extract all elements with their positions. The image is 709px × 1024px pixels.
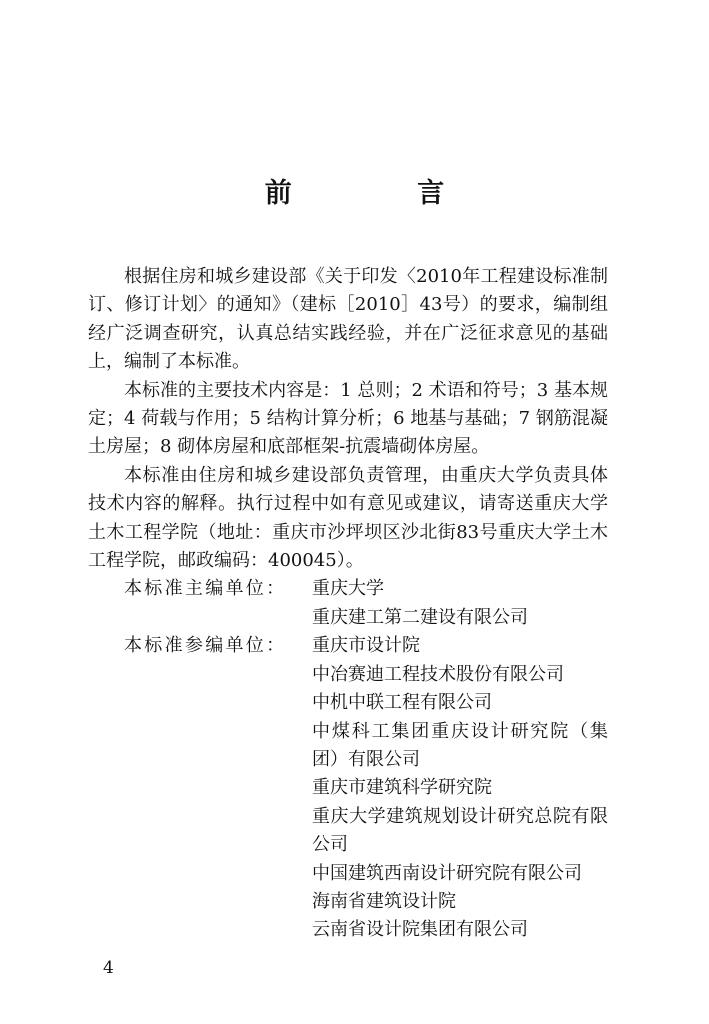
preface-body — [88, 263, 608, 945]
list-item: 中煤科工集团重庆设计研究院（集团）有限公司 — [312, 720, 608, 770]
participating-editor-units — [88, 632, 608, 944]
list-item: 海南省建筑设计院 — [312, 890, 456, 912]
list-item: 重庆建工第二建设有限公司 — [312, 606, 528, 628]
paragraph-main-content: 本标准的主要技术内容是：1 总则；2 术语和符号；3 基本规定；4 荷载与作用；5 结构计算分析；6 地基与基础；7 钢筋混凝土房屋；8 砌体房屋和底部框架-抗震墙砌体房屋。 — [88, 379, 608, 458]
participating-editor-label: 本标准参编单位： — [124, 635, 287, 657]
list-item: 重庆大学建筑规划设计研究总院有限公司 — [312, 805, 608, 856]
list-item: 中机中联工程有限公司 — [312, 692, 492, 714]
paragraph-management: 本标准由住房和城乡建设部负责管理，由重庆大学负责具体技术内容的解释。执行过程中如有意见或建议，请寄送重庆大学土木工程学院（地址：重庆市沙坪坝区沙北街83号重庆大学土木工程学院，邮政编码：400045）。 — [88, 464, 608, 572]
list-item: 中冶赛迪工程技术股份有限公司 — [312, 663, 564, 685]
list-item: 重庆市设计院 — [312, 635, 420, 657]
chief-editor-list — [312, 575, 608, 632]
list-item: 重庆大学 — [312, 578, 384, 600]
page-title: 前 言 — [264, 178, 503, 209]
page-number: 4 — [103, 958, 114, 978]
chief-editor-label: 本标准主编单位： — [124, 578, 287, 600]
chief-editor-units — [88, 575, 608, 632]
participating-editor-list — [312, 632, 608, 944]
list-item: 中国建筑西南设计研究院有限公司 — [312, 862, 582, 884]
list-item: 重庆市建筑科学研究院 — [312, 777, 492, 799]
paragraph-background: 根据住房和城乡建设部《关于印发〈2010年工程建设标准制订、修订计划〉的通知》（建标［2010］43号）的要求，编制组经广泛调查研究，认真总结实践经验，并在广泛征求意见的基础上，编制了本标准。 — [88, 266, 608, 373]
list-item: 云南省设计院集团有限公司 — [312, 919, 528, 941]
